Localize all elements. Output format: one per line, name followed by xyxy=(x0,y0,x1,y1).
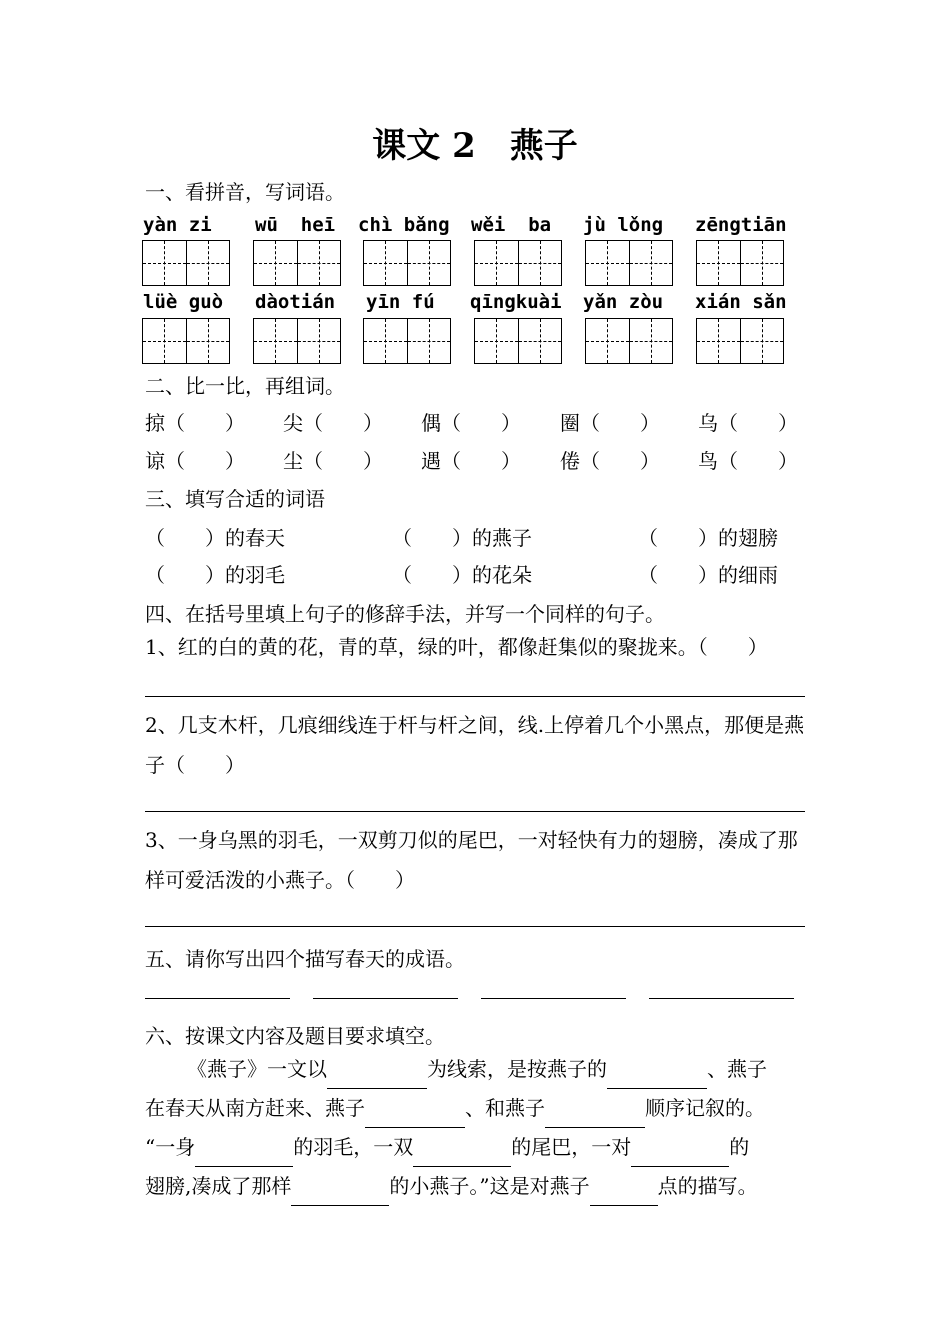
pinyin-label: dàotián xyxy=(255,291,336,313)
pinyin-label: lüè guò xyxy=(143,291,224,313)
section5-heading: 五、请你写出四个描写春天的成语。 xyxy=(145,947,465,971)
writing-grid[interactable] xyxy=(474,318,562,364)
answer-line[interactable] xyxy=(145,696,805,697)
pinyin-label: jù lǒng xyxy=(583,214,664,236)
cloze-blank[interactable] xyxy=(545,1089,645,1128)
idiom-answer-line[interactable] xyxy=(313,998,458,999)
compare-item[interactable]: 谅（ ） xyxy=(145,449,245,473)
fill-item[interactable]: （ ）的燕子 xyxy=(392,526,532,550)
writing-grid[interactable] xyxy=(585,240,673,286)
section4-heading: 四、在括号里填上句子的修辞手法，并写一个同样的句子。 xyxy=(145,602,665,626)
idiom-answer-line[interactable] xyxy=(649,998,794,999)
question-3: 3、一身乌黑的羽毛，一双剪刀似的尾巴，一对轻快有力的翅膀，凑成了那样可爱活泼的小燕子。（ ） xyxy=(145,828,798,892)
writing-grid[interactable] xyxy=(363,240,451,286)
cloze-blank[interactable] xyxy=(365,1089,465,1128)
question-2: 2、几支木杆，几痕细线连于杆与杆之间，线.上停着几个小黑点，那便是燕子（ ） xyxy=(145,713,805,777)
fill-item[interactable]: （ ）的春天 xyxy=(145,526,285,550)
cloze-blank[interactable] xyxy=(413,1128,511,1167)
pinyin-label: yīn fú xyxy=(366,291,435,313)
cloze-blank[interactable] xyxy=(195,1128,293,1167)
answer-line[interactable] xyxy=(145,926,805,927)
compare-item[interactable]: 倦（ ） xyxy=(560,449,660,473)
pinyin-label: yàn zi xyxy=(143,214,212,236)
pinyin-label: qīngkuài xyxy=(470,291,562,313)
writing-grid[interactable] xyxy=(696,240,784,286)
pinyin-label: chì bǎng xyxy=(358,214,450,236)
writing-grid[interactable] xyxy=(363,318,451,364)
compare-item[interactable]: 圈（ ） xyxy=(560,411,660,435)
compare-item[interactable]: 乌（ ） xyxy=(698,411,798,435)
question-1: 1、红的白的黄的花，青的草，绿的叶，都像赶集似的聚拢来。（ ） xyxy=(145,635,768,659)
section6-heading: 六、按课文内容及题目要求填空。 xyxy=(145,1024,445,1048)
fill-item[interactable]: （ ）的羽毛 xyxy=(145,563,285,587)
fill-item[interactable]: （ ）的翅膀 xyxy=(638,526,778,550)
compare-item[interactable]: 偶（ ） xyxy=(421,411,521,435)
writing-grid[interactable] xyxy=(585,318,673,364)
cloze-blank[interactable] xyxy=(607,1050,707,1089)
idiom-answer-line[interactable] xyxy=(481,998,626,999)
writing-grid[interactable] xyxy=(696,318,784,364)
compare-item[interactable]: 鸟（ ） xyxy=(698,449,798,473)
fill-item[interactable]: （ ）的花朵 xyxy=(392,563,532,587)
compare-item[interactable]: 掠（ ） xyxy=(145,411,245,435)
pinyin-label: wū heī xyxy=(255,214,336,236)
compare-item[interactable]: 尖（ ） xyxy=(283,411,383,435)
answer-line[interactable] xyxy=(145,811,805,812)
cloze-blank[interactable] xyxy=(590,1167,658,1206)
writing-grid[interactable] xyxy=(253,318,341,364)
cloze-blank[interactable] xyxy=(327,1050,427,1089)
section1-heading: 一、看拼音，写词语。 xyxy=(145,180,345,204)
cloze-blank[interactable] xyxy=(291,1167,389,1206)
idiom-answer-line[interactable] xyxy=(145,998,290,999)
pinyin-label: xián sǎn xyxy=(695,291,787,313)
compare-item[interactable]: 遇（ ） xyxy=(421,449,521,473)
pinyin-label: zēngtiān xyxy=(695,214,787,236)
writing-grid[interactable] xyxy=(142,318,230,364)
writing-grid[interactable] xyxy=(253,240,341,286)
writing-grid[interactable] xyxy=(142,240,230,286)
page-title: 课文 2 燕子 xyxy=(372,126,578,166)
compare-item[interactable]: 尘（ ） xyxy=(283,449,383,473)
section2-heading: 二、比一比，再组词。 xyxy=(145,374,345,398)
fill-item[interactable]: （ ）的细雨 xyxy=(638,563,778,587)
cloze-paragraph: 《燕子》一文以 为线索，是按燕子的 、燕子 在春天从南方赶来、燕子 、和燕子 顺序记叙的。 “一身 的羽毛，一双 的尾巴，一对 的 翅膀,凑成了那样 的小燕子。”这是对燕子 点的描写。 xyxy=(145,1050,810,1206)
pinyin-label: wěi ba xyxy=(471,214,552,236)
section3-heading: 三、填写合适的词语 xyxy=(145,487,325,511)
cloze-blank[interactable] xyxy=(631,1128,729,1167)
pinyin-label: yǎn zòu xyxy=(583,291,664,313)
writing-grid[interactable] xyxy=(474,240,562,286)
